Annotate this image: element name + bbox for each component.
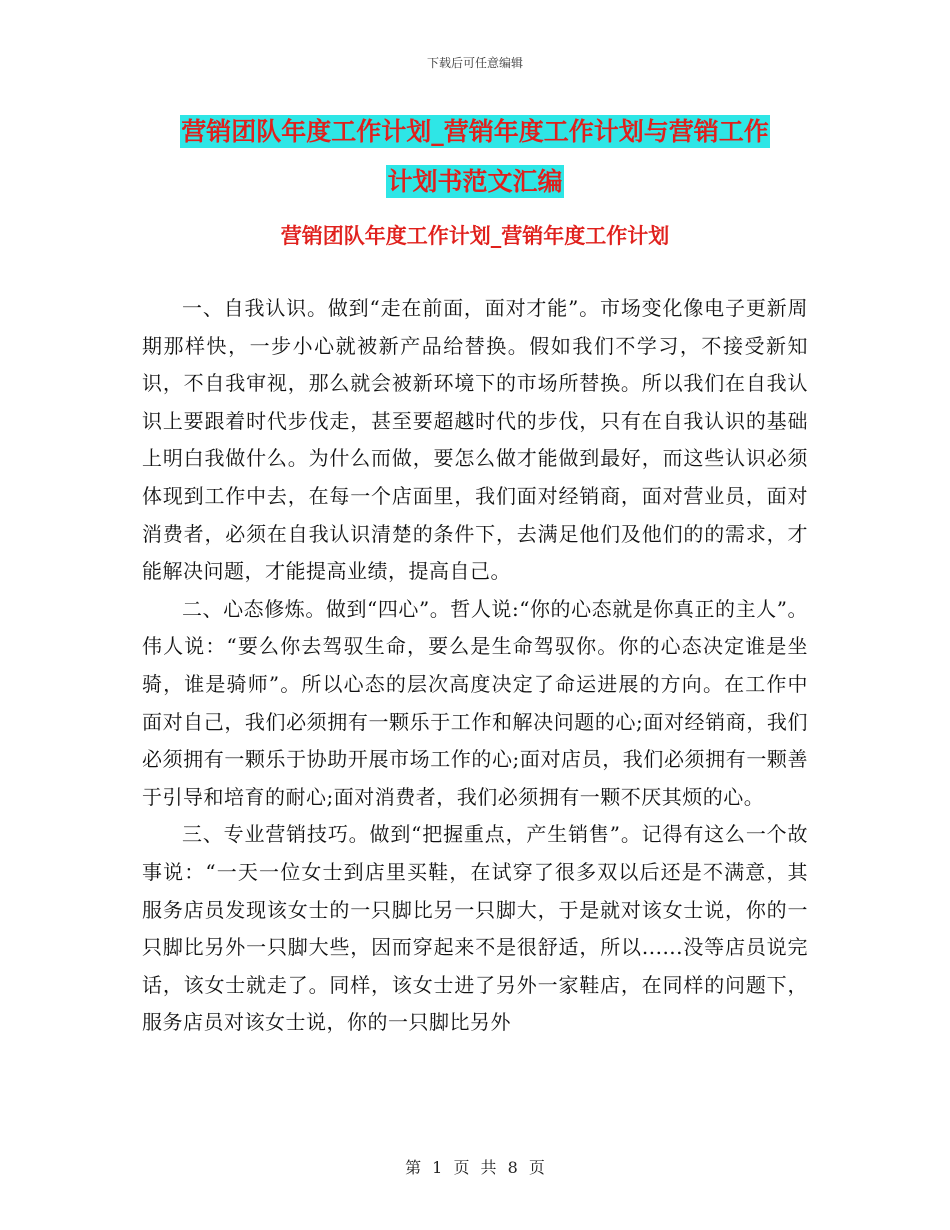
paragraph-sales-skills: 三、专业营销技巧。做到“把握重点，产生销售”。记得有这么一个故事说：“一天一位女士到店里买鞋，在试穿了很多双以后还是不满意，其服务店员发现该女士的一只脚比另一只脚大，于是就对该女士说，你的一只脚比另外一只脚大些，因而穿起来不是很舒适，所以......没等店员说完话，该女士就走了。同样，该女士进了另外一家鞋店，在同样的问题下，服务店员对该女士说，你的一只脚比另外 — [142, 822, 808, 1035]
document-title — [142, 107, 808, 207]
body-text — [142, 290, 808, 1042]
paragraph-mindset: 二、心态修炼。做到“四心”。哲人说:“你的心态就是你真正的主人”。伟人说：“要么你去驾驭生命，要么是生命驾驭你。你的心态决定谁是坐骑，谁是骑师”。所以心态的层次高度决定了命运进展的方向。在工作中面对自己，我们必须拥有一颗乐于工作和解决问题的心;面对经销商，我们必须拥有一颗乐于协助开展市场工作的心;面对店员，我们必须拥有一颗善于引导和培育的耐心;面对消费者，我们必须拥有一颗不厌其烦的心。 — [142, 596, 808, 809]
document-title-line-1: 营销团队年度工作计划_营销年度工作计划与营销工作 — [181, 117, 769, 146]
paragraph-self-awareness: 一、自我认识。做到“走在前面，面对才能”。市场变化像电子更新周期那样快，一步小心就被新产品给替换。假如我们不学习，不接受新知识，不自我审视，那么就会被新环境下的市场所替换。所以我们在自我认识上要跟着时代步伐走，甚至要超越时代的步伐，只有在自我认识的基础上明白我做什么。为什么而做，要怎么做才能做到最好，而这些认识必须体现到工作中去，在每一个店面里，我们面对经销商，面对营业员，面对消费者，必须在自我认识清楚的条件下，去满足他们及他们的的需求，才能解决问题，才能提高业绩，提高自己。 — [142, 296, 808, 584]
document-title-line-2: 计划书范文汇编 — [387, 167, 563, 196]
page-number-footer: 第 1 页 共 8 页 — [405, 1158, 545, 1177]
page-header-note: 下载后可任意编辑 — [426, 56, 523, 70]
section-heading: 营销团队年度工作计划_营销年度工作计划 — [280, 224, 670, 248]
